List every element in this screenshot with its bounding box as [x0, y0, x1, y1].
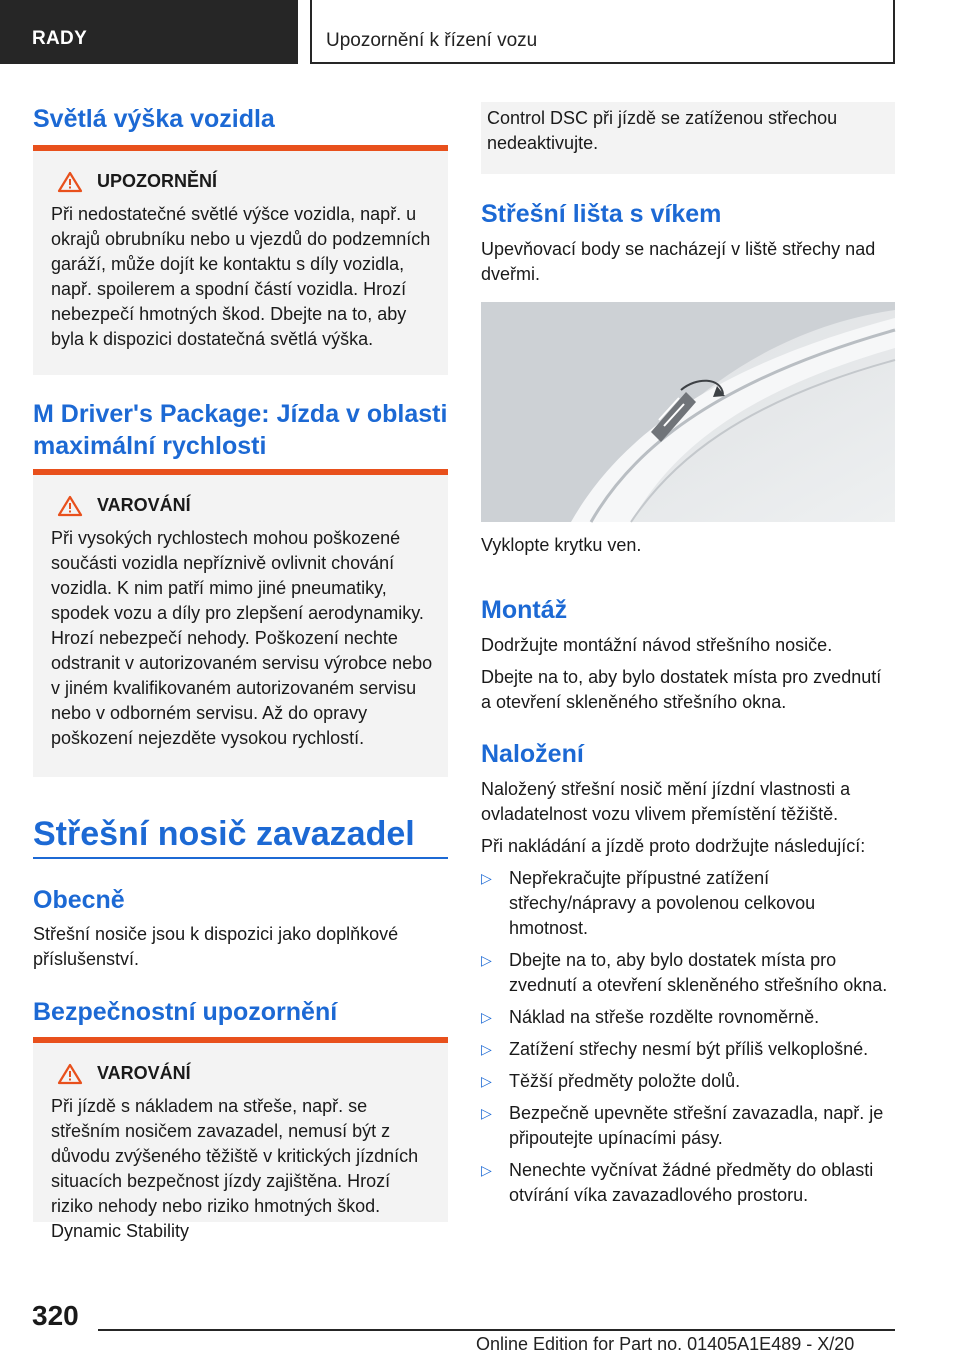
warning-triangle-icon	[57, 1063, 83, 1085]
list-item: ▷ Bezpečně upevněte střešní zavazadla, např. je připoutejte upínacími pásy.	[481, 1103, 884, 1148]
heading-rule	[33, 857, 448, 859]
bullet-triangle-icon: ▷	[481, 870, 492, 886]
paragraph-mounting-2: Dbejte na to, aby bylo dostatek místa pro zvednutí a otevření skleněného střešního okna.	[481, 667, 882, 712]
header-section	[0, 0, 298, 64]
warning-box-speed	[33, 469, 448, 777]
heading-m-driver: M Driver's Package: Jízda v oblasti maximální rychlosti	[33, 400, 448, 460]
list-item: ▷ Těžší předměty položte dolů.	[481, 1069, 895, 1094]
heading-clearance: Světlá výška vozidla	[33, 105, 275, 133]
loading-rules-list	[481, 866, 895, 1215]
warning-triangle-icon	[57, 495, 83, 517]
list-item: ▷ Nepřekračujte přípustné zatížení střechy/nápravy a povolenou celkovou hmotnost.	[481, 868, 816, 938]
paragraph-mounting-1: Dodržujte montážní návod střešního nosiče.	[481, 635, 833, 655]
bullet-triangle-icon: ▷	[481, 1009, 492, 1025]
warning-title	[57, 1061, 436, 1086]
list-item: ▷ Náklad na střeše rozdělte rovnoměrně.	[481, 1005, 895, 1030]
warning-title	[57, 493, 436, 518]
footer-edition: Online Edition for Part no. 01405A1E489 - X/20	[476, 1334, 855, 1354]
heading-general: Obecně	[33, 886, 125, 914]
bullet-triangle-icon: ▷	[481, 1041, 492, 1057]
bullet-triangle-icon: ▷	[481, 1073, 492, 1089]
warning-text: Při vysokých rychlostech mohou poškozené součásti vozidla nepříznivě ovlivnit chování vozidla. K nim patří mimo jiné pneumatiky, spodek vozu a díly pro zlepšení aerodynamiky. Hrozí nebezpečí nehody. Poškození nechte odstranit v autorizovaném servisu výrobce nebo v jiném kvalifikovaném autorizovaném servisu nebo v odborném servisu. Až do opravy poškození nejezděte vysokou rychlostí.	[51, 528, 433, 748]
notice-title	[57, 169, 436, 194]
footer-rule	[98, 1329, 895, 1331]
paragraph-loading-1: Naložený střešní nosič mění jízdní vlastnosti a ovladatelnost vozu vlivem přemístění těžiště.	[481, 779, 851, 824]
warning-title-text: VAROVÁNÍ	[97, 1063, 191, 1083]
paragraph-roof-rail: Upevňovací body se nacházejí v liště střechy nad dveřmi.	[481, 239, 876, 284]
header-chapter-label: Upozornění k řízení vozu	[326, 30, 538, 51]
heading-loading: Naložení	[481, 740, 584, 768]
warning-title-text: VAROVÁNÍ	[97, 495, 191, 515]
heading-roof-rail: Střešní lišta s víkem	[481, 200, 722, 228]
heading-mounting: Montáž	[481, 596, 568, 624]
bullet-triangle-icon: ▷	[481, 1162, 492, 1178]
paragraph-general: Střešní nosiče jsou k dispozici jako doplňkové příslušenství.	[33, 924, 399, 969]
notice-box-clearance	[33, 145, 448, 375]
paragraph-loading-2: Při nakládání a jízdě proto dodržujte následující:	[481, 836, 866, 856]
warning-box-roof-load	[33, 1037, 448, 1241]
header-section-label: RADY	[32, 28, 88, 49]
heading-roof-rack: Střešní nosič zavazadel	[33, 815, 415, 853]
notice-title-text: UPOZORNĚNÍ	[97, 171, 218, 191]
paragraph-flip-cover: Vyklopte krytku ven.	[481, 535, 642, 555]
warning-text: Při jízdě s nákladem na střeše, např. se střešním nosičem zavazadel, nemusí být z důvodu zvýšeného těžiště v kritických jízdních situacích bezpečnost jízdy zajištěna. Hrozí riziko nehody nebo riziko hmotných škod. Dynamic Stability	[51, 1096, 419, 1241]
list-item: ▷ Zatížení střechy nesmí být příliš velkoplošné.	[481, 1037, 895, 1062]
bullet-triangle-icon: ▷	[481, 952, 492, 968]
warning-triangle-icon	[57, 171, 83, 193]
heading-safety: Bezpečnostní upozornění	[33, 998, 338, 1026]
warning-text-continued: Control DSC při jízdě se zatíženou střechou nedeaktivujte.	[487, 108, 838, 153]
bullet-triangle-icon: ▷	[481, 1105, 492, 1121]
page-number: 320	[32, 1300, 79, 1331]
header-chapter	[310, 0, 895, 64]
warning-box-continued	[481, 102, 895, 174]
notice-text: Při nedostatečné světlé výšce vozidla, např. u okrajů obrubníku nebo u vjezdů do podzemních garáží, může dojít ke kontaktu s díly vozidla, např. spoilerem a spodní částí vozidla. Hrozí nebezpečí hmotných škod. Dbejte na to, aby byla k dispozici dostatečná světlá výška.	[51, 204, 431, 349]
list-item: ▷ Nenechte vyčnívat žádné předměty do oblasti otvírání víka zavazadlového prostoru.	[481, 1160, 874, 1205]
list-item: ▷ Dbejte na to, aby bylo dostatek místa pro zvednutí a otevření skleněného střešního okna.	[481, 950, 888, 995]
roof-rail-photo	[481, 302, 895, 522]
